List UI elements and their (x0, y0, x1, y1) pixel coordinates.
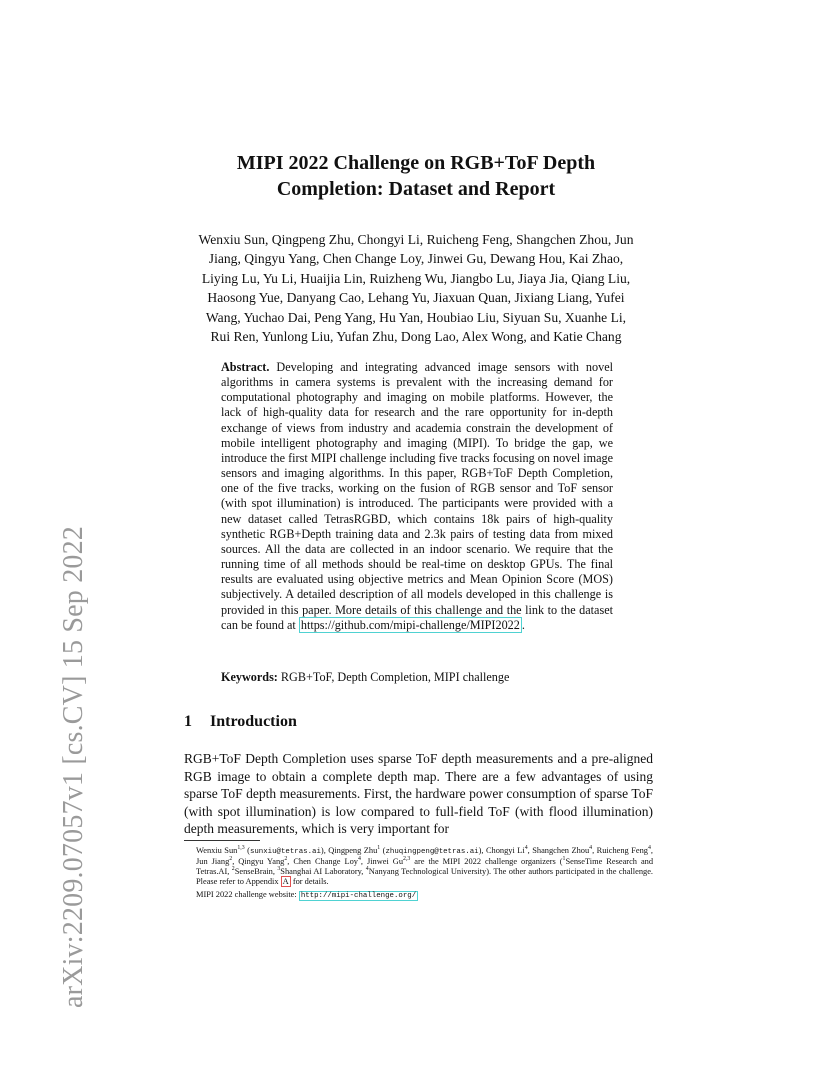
affiliation: SenseTime Research and Tetras.AI, (196, 857, 654, 877)
paper-title (150, 150, 682, 202)
title-line-1: MIPI 2022 Challenge on RGB+ToF Depth (236, 152, 596, 174)
footnote-text: for details. (292, 877, 329, 887)
author-line: Rui Ren, Yunlong Liu, Yufan Zhu, Dong Lao, Alex Wong, and Katie Chang (210, 329, 622, 345)
affiliation: SenseBrain, (234, 867, 275, 877)
footnote-website (196, 890, 418, 901)
footnote-text: The other authors participated in the challenge. Please refer to Appendix (196, 867, 654, 887)
footnote-organizers: Wenxiu Sun$^{1,3}$ (sunxiu@tetras.ai), Qingpeng Zhu$^1$ (zhuqingpeng@tetras.ai), Chongyi Li$^4$, Shangchen Zhou$^4$, Ruicheng Feng$^4$, Jun Jiang$^2$, Qingyu Yang$^2$, Chen Change Loy$^4$, Jinwei Gu$^{2,3}$ are the MIPI 2022 challenge organizers ($^1$SenseTime Research and Tetras.AI, $^2$SenseBrain, $^3$Shanghai AI Laboratory, $^4$Nanyang Technological University). The other authors participated in the challenge. Please refer to Appendix A for details. (196, 845, 654, 887)
footnote-rule (184, 840, 260, 841)
abstract-label: Abstract. (221, 360, 270, 374)
footnote-person: Chen Change Loy (293, 857, 358, 867)
author-line: Liying Lu, Yu Li, Huaijia Lin, Ruizheng Wu, Jiangbo Lu, Jiaya Jia, Qiang Liu, (201, 270, 631, 286)
footnote-person: Jinwei Gu (366, 857, 404, 867)
author-line: Wenxiu Sun, Qingpeng Zhu, Chongyi Li, Ruicheng Feng, Shangchen Zhou, Jun (198, 232, 634, 247)
email: zhuqingpeng@tetras.ai (385, 848, 479, 856)
author-list (178, 230, 654, 346)
affiliation: Nanyang Technological University). (368, 867, 492, 877)
abstract-text: Developing and integrating advanced image sensors with novel algorithms in camera systems is prevalent with the increasing demand for computational photography and imaging on mobile platforms. However, the lack of high-quality data for research and the rare opportunity for in-depth exchange of views from industry and academia constrain the development of mobile intelligent photography and imaging (MIPI). To bridge the gap, we introduce the first MIPI challenge including five tracks focusing on novel image sensors and imaging algorithms. In this paper, RGB+ToF Depth Completion, one of the five tracks, working on the fusion of RGB sensor and ToF sensor (with spot illumination) is introduced. The participants were provided with a new dataset called TetrasRGBD, which contains 18k pairs of high-quality synthetic RGB+Depth training data and 2.3k pairs of testing data from mixed sources. All the data are collected in an indoor scenario. We require that the running time of all methods should be real-time on desktop GPUs. The final results are evaluated using objective metrics and Mean Opinion Score (MOS) subjectively. A detailed description of all models developed in this challenge is provided in this paper. More details of this challenge and the link to the dataset can be found at (221, 360, 613, 632)
arxiv-identifier: arXiv:2209.07057v1 [cs.CV] 15 Sep 2022 (58, 525, 89, 1008)
author-line: Haosong Yue, Danyang Cao, Lehang Yu, Jiaxuan Quan, Jixiang Liang, Yufei (207, 290, 625, 306)
keywords-text: RGB+ToF, Depth Completion, MIPI challenge (280, 670, 510, 684)
section-title: Introduction (210, 713, 297, 730)
abstract (221, 360, 613, 633)
affiliation: Shanghai AI Laboratory, (280, 867, 364, 877)
appendix-link[interactable]: A (282, 877, 289, 887)
email: sunxiu@tetras.ai (249, 848, 321, 856)
intro-paragraph: RGB+ToF Depth Completion uses sparse ToF depth measurements and a pre-aligned RGB image to obtain a complete depth map. There are a few advantages of using sparse ToF depth measurements. First, the hardware power consumption of sparse ToF (with spot illumination) is low compared to full-field ToF (with flood illumination) depth measurements, which is very important for (184, 751, 653, 837)
title-line-2: Completion: Dataset and Report (276, 178, 556, 200)
section-heading (184, 713, 297, 731)
author-line: Jiang, Qingyu Yang, Chen Change Loy, Jinwei Gu, Dewang Hou, Kai Zhao, (208, 251, 624, 267)
footnote-person: Qingyu Yang (238, 857, 285, 867)
footnote-person: Shangchen Zhou (532, 846, 590, 855)
footnote-person: Wenxiu Sun (196, 846, 238, 855)
keywords-label: Keywords: (221, 670, 278, 684)
footnote-text: are the MIPI 2022 challenge organizers (414, 857, 556, 867)
footnote-person: Chongyi Li (485, 846, 525, 855)
footnote-person: Ruicheng Feng (596, 846, 648, 855)
dataset-link[interactable]: https://github.com/mipi-challenge/MIPI2022 (300, 617, 520, 632)
abstract-end: . (521, 617, 525, 632)
footnote-person: Qingpeng Zhu (328, 846, 378, 855)
keywords (221, 670, 613, 685)
section-number: 1 (184, 713, 192, 730)
website-link[interactable]: http://mipi-challenge.org/ (300, 892, 417, 900)
author-line: Wang, Yuchao Dai, Peng Yang, Hu Yan, Houbiao Liu, Siyuan Su, Xuanhe Li, (205, 309, 627, 325)
website-label: MIPI 2022 challenge website: (196, 890, 297, 899)
footnote-person: Jun Jiang (196, 857, 230, 867)
